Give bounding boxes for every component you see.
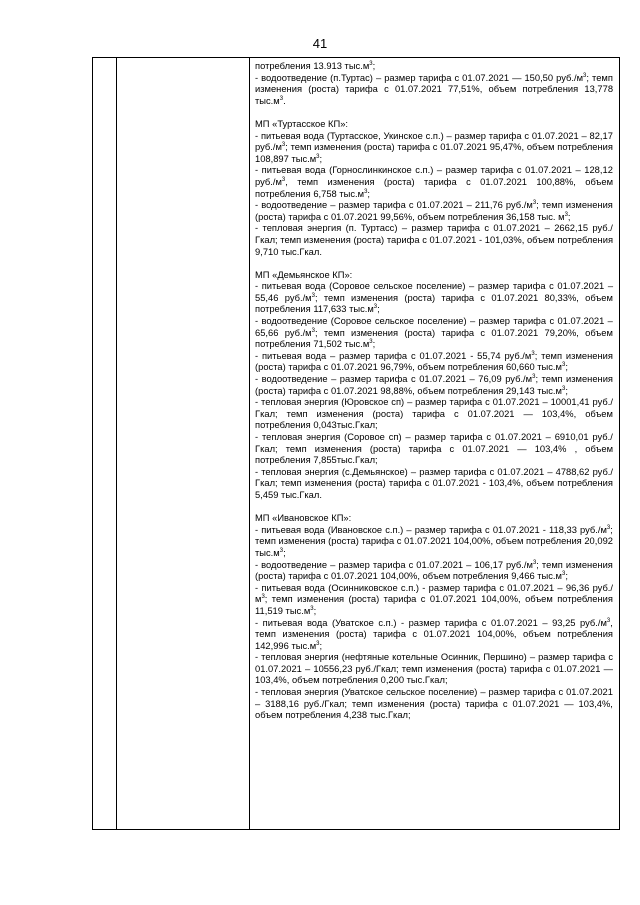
paragraph: - питьевая вода (Туртасское, Укинское с.п.) – размер тарифа с 01.07.2021 – 82,17 $руб./м^3$; темп изменения (роста) тарифа с 01.07.2021 95,47%, объем потребления 108,897 $тыс.м^3$; — [255, 130, 613, 164]
paragraph: - тепловая энергия (нефтяные котельные Осинник, Першино) – размер тарифа с 01.07.2021 – 10556,23 руб./Гкал; темп изменения (роста) тарифа с 01.07.2021 — 103,4%, объем потребления 0,200 тыс.Гкал; — [255, 652, 614, 686]
column-divider — [116, 58, 117, 829]
paragraph: МП «Туртасское КП»: — [255, 118, 349, 129]
paragraph: - водоотведение (п.Туртас) – размер тарифа с 01.07.2021 — 150,50 $руб./м^3$; темп изменения (роста) тарифа с 01.07.2021 77,51%, объем потребления 13,778 $тыс.м^3$. — [255, 72, 614, 106]
paragraph-spacer — [255, 107, 613, 119]
paragraph: - питьевая вода (Уватское с.п.) - размер тарифа с 01.07.2021 – 93,25 $руб./м^3$, темп изменения (роста) тарифа с 01.07.2021 104,00%, объем потребления 142,996 $тыс.м^3$; — [255, 617, 613, 651]
paragraph: - водоотведение – размер тарифа с 01.07.2021 – 76,09 $руб./м^3$; темп изменения (роста) тарифа с 01.07.2021 98,88%, объем потребления 29,143 $тыс.м^3$; — [255, 373, 613, 396]
paragraph: - водоотведение – размер тарифа с 01.07.2021 – 211,76 $руб./м^3$; темп изменения (роста) тарифа с 01.07.2021 99,56%, объем потребления 36,158 тыс. $м^3$; — [255, 200, 613, 222]
paragraph: - питьевая вода (Соровое сельское поселение) – размер тарифа с 01.07.2021 – 55,46 $руб./м^3$; темп изменения (роста) тарифа с 01.07.2021 80,33%, объем потребления 117,633 $тыс.м^3$; — [255, 281, 614, 315]
table-cell-content — [250, 58, 619, 722]
paragraph: - водоотведение – размер тарифа с 01.07.2021 – 106,17 $руб./м^3$; темп изменения (роста) тарифа с 01.07.2021 104,00%, объем потребления 9,466 $тыс.м^3$; — [255, 559, 613, 582]
paragraph: - тепловая энергия (с.Демьянское) – размер тарифа с 01.07.2021 – 4788,62 руб./Гкал; темп изменения (роста) тарифа с 01.07.2021 - 103,4%, объем потребления 5,459 тыс.Гкал. — [255, 466, 614, 500]
paragraph: - водоотведение (Соровое сельское поселение) – размер тарифа с 01.07.2021 – 65,66 $руб./м^3$; темп изменения (роста) тарифа с 01.07.2021 79,20%, объем потребления 71,502 $тыс.м^3$; — [255, 316, 613, 350]
paragraph-spacer — [255, 502, 613, 514]
paragraph: - питьевая вода (Осинниковское с.п.) - размер тарифа с 01.07.2021 – 96,36 $руб./м^3$; темп изменения (роста) тарифа с 01.07.2021 104,00%, объем потребления 11,519 $тыс.м^3$; — [255, 582, 614, 616]
paragraph: - тепловая энергия (Юровское сп) – размер тарифа с 01.07.2021 – 10001,41 руб./Гкал; темп изменения (роста) тарифа с 01.07.2021 — 103,4%, объем потребления 0,043тыс.Гкал; — [255, 397, 613, 431]
paragraph-spacer — [255, 258, 613, 270]
paragraph: - питьевая вода (Горнослинкинское с.п.) – размер тарифа с 01.07.2021 – 128,12 $руб./м^3$, темп изменения (роста) тарифа с 01.07.2021 100,88%, объем потребления 6,758 $тыс.м^3$; — [255, 165, 613, 199]
paragraph: - питьевая вода – размер тарифа с 01.07.2021 - 55,74 $руб./м^3$; темп изменения (роста) тарифа с 01.07.2021 96,79%, объем потребления 60,660 $тыс.м^3$; — [255, 350, 613, 373]
paragraph: - тепловая энергия (п. Туртасс) – размер тарифа с 01.07.2021 – 2662,15 руб./Гкал; темп изменения (роста) тарифа с 01.07.2021 - 101,03%, объем потребления 9,710 тыс.Гкал. — [255, 223, 614, 257]
paragraph: потребления 13.913 $тыс.м^3$; — [255, 60, 376, 71]
paragraph: МП «Демьянское КП»: — [255, 269, 353, 280]
paragraph: МП «Ивановское КП»: — [255, 513, 352, 524]
paragraph: - питьевая вода (Ивановское с.п.) – размер тарифа с 01.07.2021 - 118,33 $руб./м^3$; темп изменения (роста) тарифа с 01.07.2021 104,00%, объем потребления 20,092 $тыс.м^3$; — [255, 524, 613, 558]
page-number: 41 — [312, 36, 328, 51]
document-table — [92, 57, 620, 830]
paragraph: - тепловая энергия (Уватское сельское поселение) – размер тарифа с 01.07.2021 – 3188,16 руб./Гкал; темп изменения (роста) тарифа с 01.07.2021 — 103,4%, объем потребления 4,238 тыс.Гкал; — [255, 687, 613, 721]
paragraph: - тепловая энергия (Соровое сп) – размер тарифа с 01.07.2021 – 6910,01 руб./Гкал; темп изменения (роста) тарифа с 01.07.2021 — 103,4% , объем потребления 7,855тыс.Гкал; — [255, 432, 614, 466]
